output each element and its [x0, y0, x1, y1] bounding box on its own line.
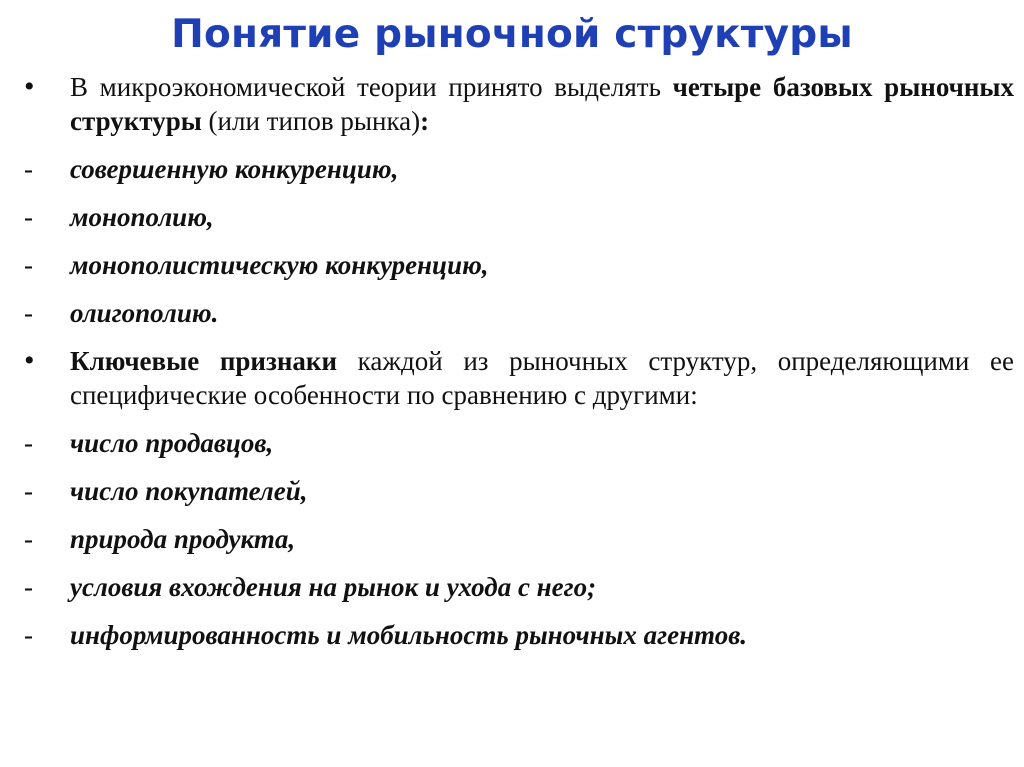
dash-marker: - [24, 572, 33, 602]
list-item [20, 296, 1014, 330]
slide-content [20, 70, 1014, 666]
list-item [20, 522, 1014, 556]
dash-marker: - [24, 524, 33, 554]
bullet-text-part: каждой из рыночных структур, определяющими ее специфические особенности по сравнению с другими: [70, 346, 1014, 410]
dash-marker: - [24, 202, 33, 232]
bullet-text-part: В микроэкономической теории принято выделять [70, 72, 673, 102]
bullet-marker: • [24, 70, 35, 103]
list-item [20, 570, 1014, 604]
list-item-text: число покупателей, [70, 476, 308, 506]
list-item-text: информированность и мобильность рыночных агентов. [70, 620, 748, 650]
dash-marker: - [24, 250, 33, 280]
list-item-text: совершенную конкуренцию, [70, 154, 399, 184]
slide-title: Понятие рыночной структуры [171, 12, 853, 57]
list-item [20, 200, 1014, 234]
bullet-text-part: (или типов рынка) [201, 106, 421, 136]
bullet-text-bold: четыре базовых рыночных структуры [70, 72, 1014, 136]
list-item [20, 152, 1014, 186]
list-item [20, 474, 1014, 508]
list-item-text: монополию, [70, 202, 214, 232]
list-item-text: условия вхождения на рынок и ухода с него; [70, 572, 597, 602]
dash-marker: - [24, 620, 33, 650]
dash-marker: - [24, 476, 33, 506]
dash-marker: - [24, 428, 33, 458]
bullet-text [70, 344, 1014, 412]
list-item [20, 248, 1014, 282]
bullet-text-bold: Ключевые признаки [70, 346, 337, 376]
list-item-text: монополистическую конкуренцию, [70, 250, 489, 280]
dash-marker: - [24, 154, 33, 184]
bullet-item [20, 344, 1014, 412]
list-item [20, 426, 1014, 460]
list-item-text: число продавцов, [70, 428, 274, 458]
list-item [20, 618, 1014, 652]
bullet-marker: • [24, 344, 35, 377]
bullet-text-bold: : [420, 106, 430, 136]
list-item-text: природа продукта, [70, 524, 296, 554]
bullet-item [20, 70, 1014, 138]
dash-marker: - [24, 298, 33, 328]
bullet-text [70, 70, 1014, 138]
list-item-text: олигополию. [70, 298, 219, 328]
